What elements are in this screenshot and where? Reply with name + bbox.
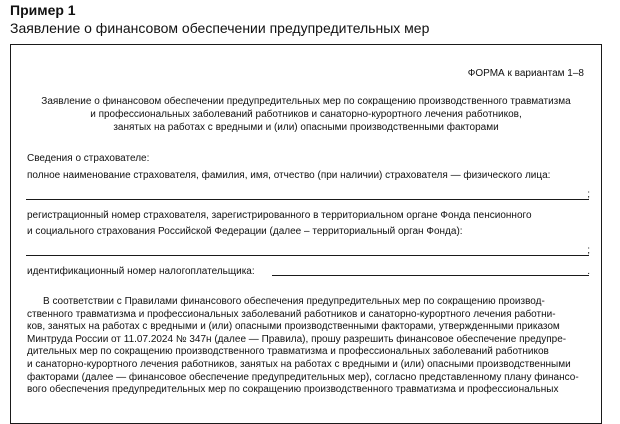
paragraph-line: и санаторно-курортного лечения работников, занятых на работах с вредными и (или) опасными производственными <box>27 358 571 370</box>
application-title-line: и профессиональных заболеваний работников и санаторно-курортного лечения работников, <box>90 109 522 120</box>
reg-number-input-line[interactable] <box>26 255 589 256</box>
full-name-input-line[interactable] <box>26 199 589 200</box>
paragraph-line: дительных мер по сокращению производственного травматизма и профессиональных заболеваний работников <box>27 346 549 358</box>
paragraph-line: ков, занятых на работах с вредными и (или) опасными производственными факторами, утвержденными приказом <box>27 321 560 333</box>
application-title <box>27 95 585 134</box>
request-paragraph <box>27 296 591 397</box>
reg-number-suffix: ; <box>587 245 590 256</box>
inn-label: идентификационный номер налогоплательщика: <box>27 266 255 277</box>
paragraph-line: вого обеспечения предупредительных мер по сокращению производственного травматизма и профессиональных <box>27 384 559 396</box>
paragraph-line: В соответствии с Правилами финансового обеспечения предупредительных мер по сокращению производ- <box>43 296 545 307</box>
insurer-section-heading: Сведения о страхователе: <box>27 153 150 164</box>
inn-input-line[interactable] <box>272 275 589 276</box>
paragraph-line: факторами (далее — финансовое обеспечение предупредительных мер), согласно представленному плану финансо- <box>27 371 579 383</box>
application-title-line: Заявление о финансовом обеспечении предупредительных мер по сокращению производственного травматизма <box>41 96 571 107</box>
paragraph-line: ственного травматизма и профессиональных заболеваний работников и санаторно-курортного лечения работни- <box>27 308 556 320</box>
example-header <box>10 1 429 38</box>
form-document <box>10 44 602 424</box>
full-name-suffix: ; <box>587 189 590 200</box>
application-title-line: занятых на работах с вредными и (или) опасными производственными факторами <box>113 122 499 133</box>
form-variant-note: ФОРМА к вариантам 1–8 <box>467 68 584 79</box>
inn-suffix: . <box>587 266 590 277</box>
paragraph-line: Минтруда России от 11.07.2024 № 347н (далее — Правила), прошу разрешить финансовое обеспечение предупре- <box>27 333 567 345</box>
reg-number-label-line-2: и социального страхования Российской Федерации (далее – территориальный орган Фонда): <box>27 226 463 237</box>
reg-number-label-line-1: регистрационный номер страхователя, зарегистрированного в территориальном органе Фонда пенсионного <box>27 210 532 221</box>
full-name-label: полное наименование страхователя, фамилия, имя, отчество (при наличии) страхователя — физического лица: <box>27 170 551 181</box>
example-title: Заявление о финансовом обеспечении предупредительных мер <box>10 20 430 36</box>
example-label: Пример 1 <box>10 2 76 18</box>
